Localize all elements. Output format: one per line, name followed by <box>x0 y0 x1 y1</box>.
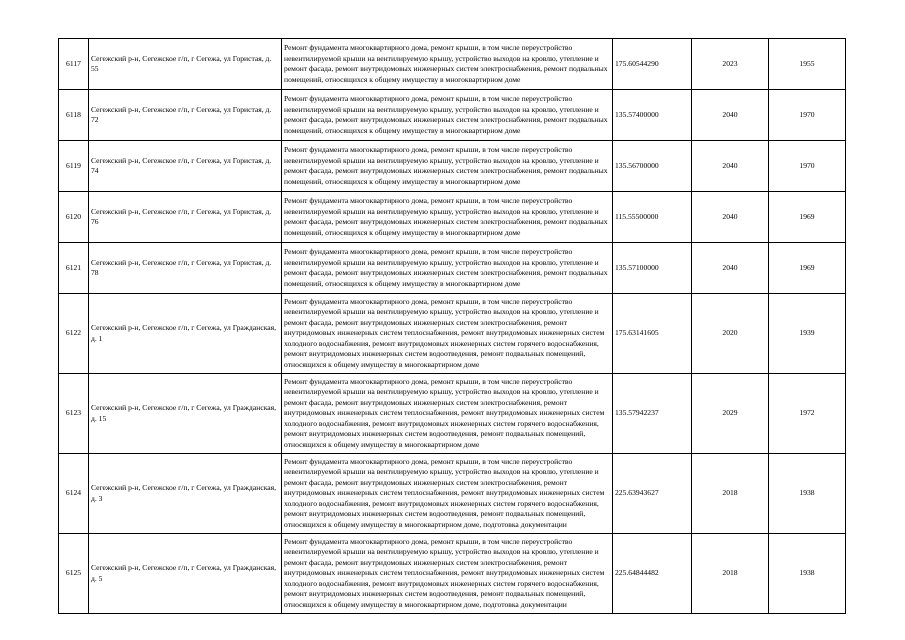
row-build-year: 1938 <box>769 454 846 534</box>
housing-repair-table <box>58 38 846 614</box>
row-works: Ремонт фундамента многоквартирного дома, ремонт крыши, в том числе переустройство невентилируемой крыши на вентилируемую крышу, устройство выходов на кровлю, утепление и ремонт фасада, ремонт внутридомовых инженерных систем электроснабжения, ремонт внутридомовых инженерных систем теплоснабжения, ремонт внутридомовых инженерных систем холодного водоснабжения, ремонт внутридомовых инженерных систем горячего водоснабжения, ремонт внутридомовых инженерных систем водоотведения, ремонт подвальных помещений, относящихся к общему имуществу в многоквартирном доме <box>282 294 613 374</box>
row-number: 6121 <box>59 243 89 294</box>
row-number: 6122 <box>59 294 89 374</box>
row-planned-year: 2020 <box>692 294 769 374</box>
row-cost: 115.55500000 <box>613 192 692 243</box>
row-works: Ремонт фундамента многоквартирного дома, ремонт крыши, в том числе переустройство невентилируемой крыши на вентилируемую крышу, устройство выходов на кровлю, утепление и ремонт фасада, ремонт внутридомовых инженерных систем электроснабжения, ремонт подвальных помещений, относящихся к общему имуществу в многоквартирном доме <box>282 192 613 243</box>
table-row <box>59 374 846 454</box>
row-number: 6117 <box>59 39 89 90</box>
table-row <box>59 39 846 90</box>
table-row <box>59 243 846 294</box>
table-row <box>59 141 846 192</box>
row-address: Сегежский р-н, Сегежское г/п, г Сегежа, ул Гористая, д. 55 <box>89 39 282 90</box>
row-works: Ремонт фундамента многоквартирного дома, ремонт крыши, в том числе переустройство невентилируемой крыши на вентилируемую крышу, устройство выходов на кровлю, утепление и ремонт фасада, ремонт внутридомовых инженерных систем электроснабжения, ремонт подвальных помещений, относящихся к общему имуществу в многоквартирном доме <box>282 243 613 294</box>
row-cost: 135.57942237 <box>613 374 692 454</box>
row-works: Ремонт фундамента многоквартирного дома, ремонт крыши, в том числе переустройство невентилируемой крыши на вентилируемую крышу, устройство выходов на кровлю, утепление и ремонт фасада, ремонт внутридомовых инженерных систем электроснабжения, ремонт подвальных помещений, относящихся к общему имуществу в многоквартирном доме <box>282 39 613 90</box>
table-body <box>59 39 846 614</box>
table-row <box>59 90 846 141</box>
table-row <box>59 454 846 534</box>
row-planned-year: 2040 <box>692 192 769 243</box>
row-cost: 225.64844482 <box>613 534 692 614</box>
row-planned-year: 2029 <box>692 374 769 454</box>
row-planned-year: 2040 <box>692 243 769 294</box>
row-works: Ремонт фундамента многоквартирного дома, ремонт крыши, в том числе переустройство невентилируемой крыши на вентилируемую крышу, устройство выходов на кровлю, утепление и ремонт фасада, ремонт внутридомовых инженерных систем электроснабжения, ремонт подвальных помещений, относящихся к общему имуществу в многоквартирном доме <box>282 141 613 192</box>
row-number: 6118 <box>59 90 89 141</box>
row-cost: 135.57100000 <box>613 243 692 294</box>
row-build-year: 1969 <box>769 192 846 243</box>
row-build-year: 1972 <box>769 374 846 454</box>
row-cost: 175.63141605 <box>613 294 692 374</box>
table-row <box>59 294 846 374</box>
row-number: 6119 <box>59 141 89 192</box>
row-build-year: 1969 <box>769 243 846 294</box>
table-row <box>59 534 846 614</box>
row-build-year: 1970 <box>769 90 846 141</box>
row-build-year: 1938 <box>769 534 846 614</box>
row-cost: 225.63943627 <box>613 454 692 534</box>
row-cost: 135.57400000 <box>613 90 692 141</box>
row-planned-year: 2018 <box>692 454 769 534</box>
row-planned-year: 2023 <box>692 39 769 90</box>
row-cost: 135.56700000 <box>613 141 692 192</box>
row-address: Сегежский р-н, Сегежское г/п, г Сегежа, ул Гражданская, д. 15 <box>89 374 282 454</box>
row-address: Сегежский р-н, Сегежское г/п, г Сегежа, ул Гористая, д. 72 <box>89 90 282 141</box>
row-number: 6125 <box>59 534 89 614</box>
row-number: 6123 <box>59 374 89 454</box>
row-address: Сегежский р-н, Сегежское г/п, г Сегежа, ул Гористая, д. 74 <box>89 141 282 192</box>
row-build-year: 1939 <box>769 294 846 374</box>
row-address: Сегежский р-н, Сегежское г/п, г Сегежа, ул Гражданская, д. 5 <box>89 534 282 614</box>
row-number: 6124 <box>59 454 89 534</box>
row-number: 6120 <box>59 192 89 243</box>
row-planned-year: 2018 <box>692 534 769 614</box>
row-works: Ремонт фундамента многоквартирного дома, ремонт крыши, в том числе переустройство невентилируемой крыши на вентилируемую крышу, устройство выходов на кровлю, утепление и ремонт фасада, ремонт внутридомовых инженерных систем электроснабжения, ремонт внутридомовых инженерных систем теплоснабжения, ремонт внутридомовых инженерных систем холодного водоснабжения, ремонт внутридомовых инженерных систем горячего водоснабжения, ремонт внутридомовых инженерных систем водоотведения, ремонт подвальных помещений, относящихся к общему имуществу в многоквартирном доме <box>282 374 613 454</box>
table-row <box>59 192 846 243</box>
row-works: Ремонт фундамента многоквартирного дома, ремонт крыши, в том числе переустройство невентилируемой крыши на вентилируемую крышу, устройство выходов на кровлю, утепление и ремонт фасада, ремонт внутридомовых инженерных систем электроснабжения, ремонт внутридомовых инженерных систем теплоснабжения, ремонт внутридомовых инженерных систем холодного водоснабжения, ремонт внутридомовых инженерных систем горячего водоснабжения, ремонт внутридомовых инженерных систем водоотведения, ремонт подвальных помещений, относящихся к общему имуществу в многоквартирном доме, подготовка документации <box>282 454 613 534</box>
row-build-year: 1970 <box>769 141 846 192</box>
row-works: Ремонт фундамента многоквартирного дома, ремонт крыши, в том числе переустройство невентилируемой крыши на вентилируемую крышу, устройство выходов на кровлю, утепление и ремонт фасада, ремонт внутридомовых инженерных систем электроснабжения, ремонт внутридомовых инженерных систем теплоснабжения, ремонт внутридомовых инженерных систем холодного водоснабжения, ремонт внутридомовых инженерных систем горячего водоснабжения, ремонт внутридомовых инженерных систем водоотведения, ремонт подвальных помещений, относящихся к общему имуществу в многоквартирном доме, подготовка документации <box>282 534 613 614</box>
row-works: Ремонт фундамента многоквартирного дома, ремонт крыши, в том числе переустройство невентилируемой крыши на вентилируемую крышу, устройство выходов на кровлю, утепление и ремонт фасада, ремонт внутридомовых инженерных систем электроснабжения, ремонт подвальных помещений, относящихся к общему имуществу в многоквартирном доме <box>282 90 613 141</box>
row-cost: 175.60544290 <box>613 39 692 90</box>
row-address: Сегежский р-н, Сегежское г/п, г Сегежа, ул Гражданская, д. 3 <box>89 454 282 534</box>
row-planned-year: 2040 <box>692 141 769 192</box>
row-address: Сегежский р-н, Сегежское г/п, г Сегежа, ул Гористая, д. 76 <box>89 192 282 243</box>
row-address: Сегежский р-н, Сегежское г/п, г Сегежа, ул Гражданская, д. 1 <box>89 294 282 374</box>
row-build-year: 1955 <box>769 39 846 90</box>
row-planned-year: 2040 <box>692 90 769 141</box>
row-address: Сегежский р-н, Сегежское г/п, г Сегежа, ул Гористая, д. 78 <box>89 243 282 294</box>
